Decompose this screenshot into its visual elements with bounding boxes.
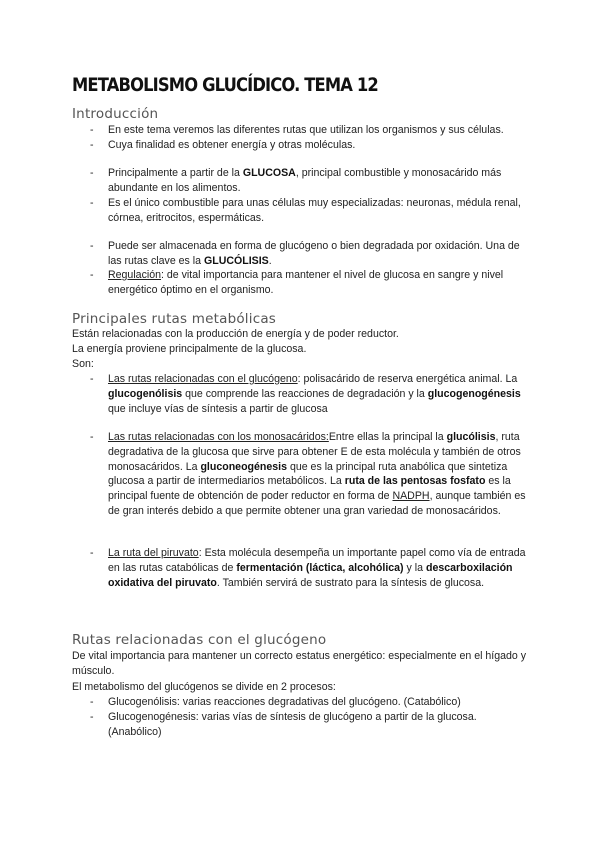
paragraph-line: Están relacionadas con la producción de energía y de poder reductor. <box>72 328 399 340</box>
bullet-dash: - <box>90 373 94 385</box>
list-item-text: Regulación: de vital importancia para mantener el nivel de glucosa en sangre y nivel energético óptimo en el organismo. <box>108 269 504 296</box>
underlined-term: Regulación <box>108 269 162 281</box>
underlined-term: La ruta del piruvato <box>108 547 199 559</box>
list-item-text: Principalmente a partir de la GLUCOSA, principal combustible y monosacárido más abundante en los alimentos. <box>108 167 502 194</box>
list-item-text: En este tema veremos las diferentes rutas que utilizan los organismos y sus células. <box>108 124 504 136</box>
section-heading-intro: Introducción <box>72 106 159 122</box>
bullet-dash: - <box>90 696 94 708</box>
keyword-glucolisis: GLUCÓLISIS <box>203 254 269 267</box>
list-item-text: Glucogenogénesis: varias vías de síntesis de glucógeno a partir de la glucosa. (Anabólico) <box>108 711 477 738</box>
underlined-term: NADPH <box>392 490 430 503</box>
section-heading-main-routes: Principales rutas metabólicas <box>72 311 277 327</box>
bullet-dash: - <box>90 240 94 252</box>
bullet-dash: - <box>90 139 94 151</box>
list-item-text: Glucogenólisis: varias reacciones degradativas del glucógeno. (Catabólico) <box>108 696 461 708</box>
bullet-dash: - <box>90 269 94 281</box>
bullet-dash: - <box>90 197 94 209</box>
section-heading-glycogen: Rutas relacionadas con el glucógeno <box>72 632 327 648</box>
bullet-dash: - <box>90 124 94 136</box>
list-item-text: Las rutas relacionadas con los monosacáridos:Entre ellas la principal la glucólisis, ruta degradativa de la glucosa que sirve para obtener E de esta molécula y también de otros monosacáridos. La gluconeogénesis que es la principal ruta anabólica que sintetiza glucosa a partir de intermediarios metabólicos. La ruta de las pentosas fosfato es la principal fuente de obtención de poder reductor en forma de NADPH, aunque también es de gran interés debido a que permite obtener una gran variedad de monosacáridos. <box>108 431 526 517</box>
list-item-text: Las rutas relacionadas con el glucógeno: polisacárido de reserva energética animal. La glucogenólisis que comprende las reacciones de degradación y la glucogenogénesis que incluye vías de síntesis a partir de glucosa <box>108 373 521 415</box>
bullet-dash: - <box>90 547 94 559</box>
list-item-text: Es el único combustible para unas células muy especializadas: neuronas, médula renal, córnea, eritrocitos, espermáticas. <box>108 197 521 224</box>
keyword-glucosa: GLUCOSA <box>242 167 296 179</box>
bullet-dash: - <box>90 711 94 723</box>
paragraph-line: Son: <box>72 358 94 370</box>
underlined-term: Las rutas relacionadas con los monosacáridos: <box>108 431 329 443</box>
underlined-term: Las rutas relacionadas con el glucógeno <box>108 373 298 385</box>
bullet-dash: - <box>90 167 94 179</box>
list-item-text: Puede ser almacenada en forma de glucógeno o bien degradada por oxidación. Una de las rutas clave es la GLUCÓLISIS. <box>108 240 520 267</box>
list-item-text: La ruta del piruvato: Esta molécula desempeña un importante papel como vía de entrada en las rutas catabólicas de fermentación (láctica, alcohólica) y la descarboxilación oxidativa del piruvato. También servirá de sustrato para la síntesis de glucosa. <box>108 547 526 589</box>
paragraph-line: El metabolismo del glucógenos se divide en 2 procesos: <box>72 681 336 693</box>
paragraph-line: La energía proviene principalmente de la glucosa. <box>72 343 307 355</box>
bullet-dash: - <box>90 431 94 443</box>
paragraph: De vital importancia para mantener un correcto estatus energético: especialmente en el hígado y músculo. <box>72 650 527 677</box>
document-title: METABOLISMO GLUCÍDICO. TEMA 12 <box>72 74 378 96</box>
list-item-text: Cuya finalidad es obtener energía y otras moléculas. <box>108 139 356 151</box>
